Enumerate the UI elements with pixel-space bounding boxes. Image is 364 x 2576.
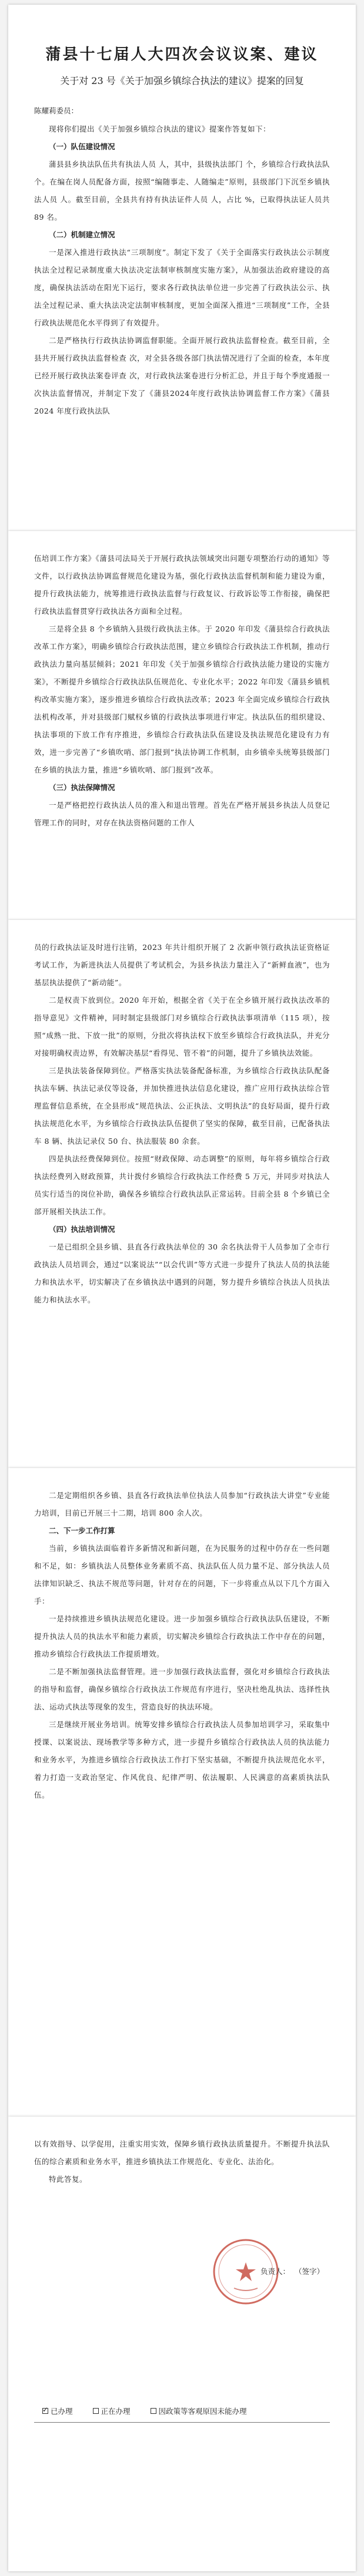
paragraph: 一是严格把控行政执法人员的准入和退出管理。首先在严格开展县乡执法人员登记管理工作的同时，对存在执法资格问题的工作人	[34, 801, 330, 827]
checkbox-label: 因政策等客观原因未能办理	[158, 2407, 247, 2416]
paragraph: 一是深入推进行政执法“三项制度”。制定下发了《关于全面落实行政执法公示制度执法全过程记录制度重大执法决定法制审核制度实施方案》，从加强法治政府建设的高度，确保执法活动在阳光下运行，要求各行政执法单位进一步完善了行政执法公示、执法全过程记录、重大执法决定法制审核制度，更加全面深入推进“三项制度”工作，全县行政执法规范化水平得到了有效提升。	[34, 248, 330, 327]
divider	[34, 2422, 330, 2423]
paragraph: 当前，乡镇执法面临着许多新情况和新问题，在为民服务的过程中仍存在一些问题和不足，如：乡镇执法人员整体业务素质不高、执法队伍人员力量不足、部分执法人员法律知识缺乏、执法不规范等问题，针对存在的问题，下一步将重点从以下几个方面入手：	[34, 1544, 330, 1606]
signature-area	[34, 2235, 330, 2353]
checkbox-in-progress[interactable]	[93, 2406, 131, 2416]
document-page-1	[8, 5, 356, 531]
document-page-3	[8, 920, 356, 1468]
paragraph: 三是继续开展业务培训。统筹安排乡镇综合行政执法人员参加培训学习，采取集中授课、以案说法、现场教学等多种方式，进一步提升乡镇综合行政执法人员的执法能力和业务水平，为推进乡镇综合行政执法工作打下坚实基础，不断提升执法规范化水平，着力打造一支政治坚定、作风优良、纪律严明、依法履职、人民满意的高素质执法队伍。	[34, 1720, 330, 1799]
paragraph: 二是权责下放到位。2020 年开始，根据全省《关于在全乡镇开展行政执法改革的指导意见》文件精神，同时制定县级部门对乡镇综合行政执法事项清单（115 项），按照“成熟一批、下放一批”的原则，分批次将执法权下放至乡镇综合行政执法队，并充分对接明确权责边界，有效解决基层“看得见、管不着”的问题，提升了乡镇执法效能。	[34, 996, 330, 1057]
document-subtitle: 关于对 23 号《关于加强乡镇综合执法的建议》提案的回复	[60, 75, 304, 86]
signer-label: 负责人：	[260, 2267, 290, 2276]
checkbox-done[interactable]	[42, 2406, 73, 2416]
section-heading: 二、下一步工作打算	[49, 1526, 115, 1535]
paragraph: 以有效指导、以学促用，注重实用实效，保障乡镇行政执法质量提升。不断提升执法队伍的综合素质和业务水平，推进乡镇执法工作规范化、专业化、法治化。	[34, 2140, 330, 2166]
checkbox-label: 正在办理	[101, 2407, 131, 2416]
paragraph: 四是执法经费保障到位。按照“财政保障、动态调整”的原则，每年将乡镇综合行政执法经费列入财政预算，共计拨付乡镇综合行政执法工作经费 5 万元，并同步对执法人员实行适当的岗位补助，确保各乡镇综合行政执法队正常运转。目前全县 8 个乡镇已全部开展相关执法工作。	[34, 1154, 330, 1216]
checkbox-label: 已办理	[51, 2407, 73, 2416]
checkbox-empty-icon[interactable]	[151, 2408, 156, 2414]
paragraph: 二是不断加强执法监督管理。进一步加强行政执法监督，强化对乡镇综合行政执法的指导和监督，确保乡镇综合行政执法工作规范有序进行，坚决杜绝乱执法、选择性执法、运动式执法等现象的发生，营造良好的执法环境。	[34, 1667, 330, 1711]
section-heading: （一）队伍建设情况	[49, 142, 115, 151]
section-heading: （二）机制建立情况	[49, 230, 115, 239]
signature-note: （签字）	[294, 2267, 324, 2276]
closing-line: 特此答复。	[49, 2175, 88, 2184]
section-heading: （四）执法培训情况	[49, 1225, 115, 1234]
paragraph: 二是严格执行行政执法协调监督职能。全面开展行政执法监督检查。截至目前，全县共开展行政执法监督检查 次，对全县各级各部门执法情况进行了全面的检查，本年度已经开展行政执法案卷评查 次，对行政执法案卷进行分析汇总，并且于每个季度通报一次执法监督情况，并制定下发了《蒲县2024年度行政执法协调监督工作方案》《蒲县 2024 年度行政执法队	[34, 336, 330, 415]
document-title: 蒲县十七届人大四次会议议案、建议	[45, 46, 319, 63]
paragraph: 员的行政执法证及时进行注销，2023 年共计组织开展了 2 次新申领行政执法证资格证考试工作，为新进执法人员提供了考试机会，为县乡执法力量注入了“新鲜血液”，也为基层执法提供了“新动能”。	[34, 943, 330, 987]
paragraph: 一是已组织全县乡镇、县直各行政执法单位的 30 余名执法骨干人员参加了全市行政执法人员培训会，通过“以案说法”“以会代训”等方式进一步提升了执法人员的执法能力和执法水平，切实解决了在乡镇执法中遇到的问题，努力提升乡镇综合执法人员执法能力和执法水平。	[34, 1242, 330, 1304]
paragraph: 三是执法装备保障到位。严格落实执法装备配备标准，为乡镇综合行政执法队配备执法车辆、执法记录仪等设备，并加快推进执法信息化建设，推广应用行政执法综合管理监督信息系统，在全县形成“规范执法、公正执法、文明执法”的良好局面，提升行政执法规范化水平，为乡镇综合行政执法队伍提供了坚实的保障，截至目前，已配备执法车 8 辆、执法记录仪 50 台、执法服装 80 余套。	[34, 1066, 330, 1146]
checkbox-empty-icon[interactable]	[93, 2408, 99, 2414]
status-checkboxes	[34, 2406, 330, 2416]
paragraph: 现将你们提出《关于加强乡镇综合执法的建议》提案作答复如下：	[49, 125, 271, 133]
paragraph: 伍培训工作方案》《蒲县司法局关于开展行政执法领域突出问题专项整治行动的通知》等文件，以行政执法协调监督规范化建设为基，强化行政执法监督机制和能力建设为重，提升行政执法能力，统筹推进行政执法监督与行政复议、行政诉讼等工作衔接，确保把行政执法监督贯穿行政执法各方面和全过程。	[34, 554, 330, 616]
paragraph: 蒲县县乡执法队伍共有执法人员 人，其中，县级执法部门 个，乡镇综合行政执法队 个。在编在岗人员配备方面，按照“编随事走、人随编走”原则，县级部门下沉至乡镇执法人员 人。截至目前，全县共有持有执法证件人员 人，占比 %，已取得执法证人员共 89 名。	[34, 160, 330, 221]
checkbox-unable[interactable]	[151, 2406, 247, 2416]
section-heading: （三）执法保障情况	[49, 783, 115, 792]
document-page-5	[8, 2117, 356, 2571]
paragraph: 一是持续推进乡镇执法规范化建设。进一步加强乡镇综合行政执法队伍建设，不断提升执法人员的执法水平和能力素质，切实解决乡镇综合行政执法工作中存在的问题，推动乡镇综合行政执法工作提质增效。	[34, 1614, 330, 1658]
signature-line	[258, 2265, 324, 2279]
paragraph: 二是定期组织各乡镇、县直各行政执法单位执法人员参加“行政执法大讲堂”专业能力培训，目前已开展三十二期，培训 800 余人次。	[34, 1491, 330, 1517]
salutation: 陈耀莉委员：	[34, 106, 79, 115]
document-page-4	[8, 1468, 356, 2117]
paragraph: 三是将全县 8 个乡镇纳入县级行政执法主体。于 2020 年印发《蒲县综合行政执法改革工作方案》，明确乡镇综合行政执法范围，建立乡镇综合行政执法工作机制，推动行政执法力量向基层倾斜；2021 年印发《关于加强乡镇综合行政执法能力建设的实施方案》，不断提升乡镇综合行政执法队伍规范化、专业化水平；2022 年印发《蒲县乡镇机构改革实施方案》，逐步推进乡镇综合行政执法改革；2023 年全面完成乡镇综合行政执法机构改革，并对县级部门赋权乡镇的行政执法事项进行审定。执法队伍的组织建设、执法事项的下放工作有序推进，乡镇综合行政执法队伍建设及执法规范化建设有力有效，进一步完善了“乡镇吹哨、部门报到”执法协调工作机制，由乡镇牵头统筹县级部门在乡镇的执法力量，推进“乡镇吹哨、部门报到”改革。	[34, 624, 330, 774]
checkbox-checked-icon[interactable]	[42, 2408, 48, 2414]
document-page-2	[8, 531, 356, 920]
